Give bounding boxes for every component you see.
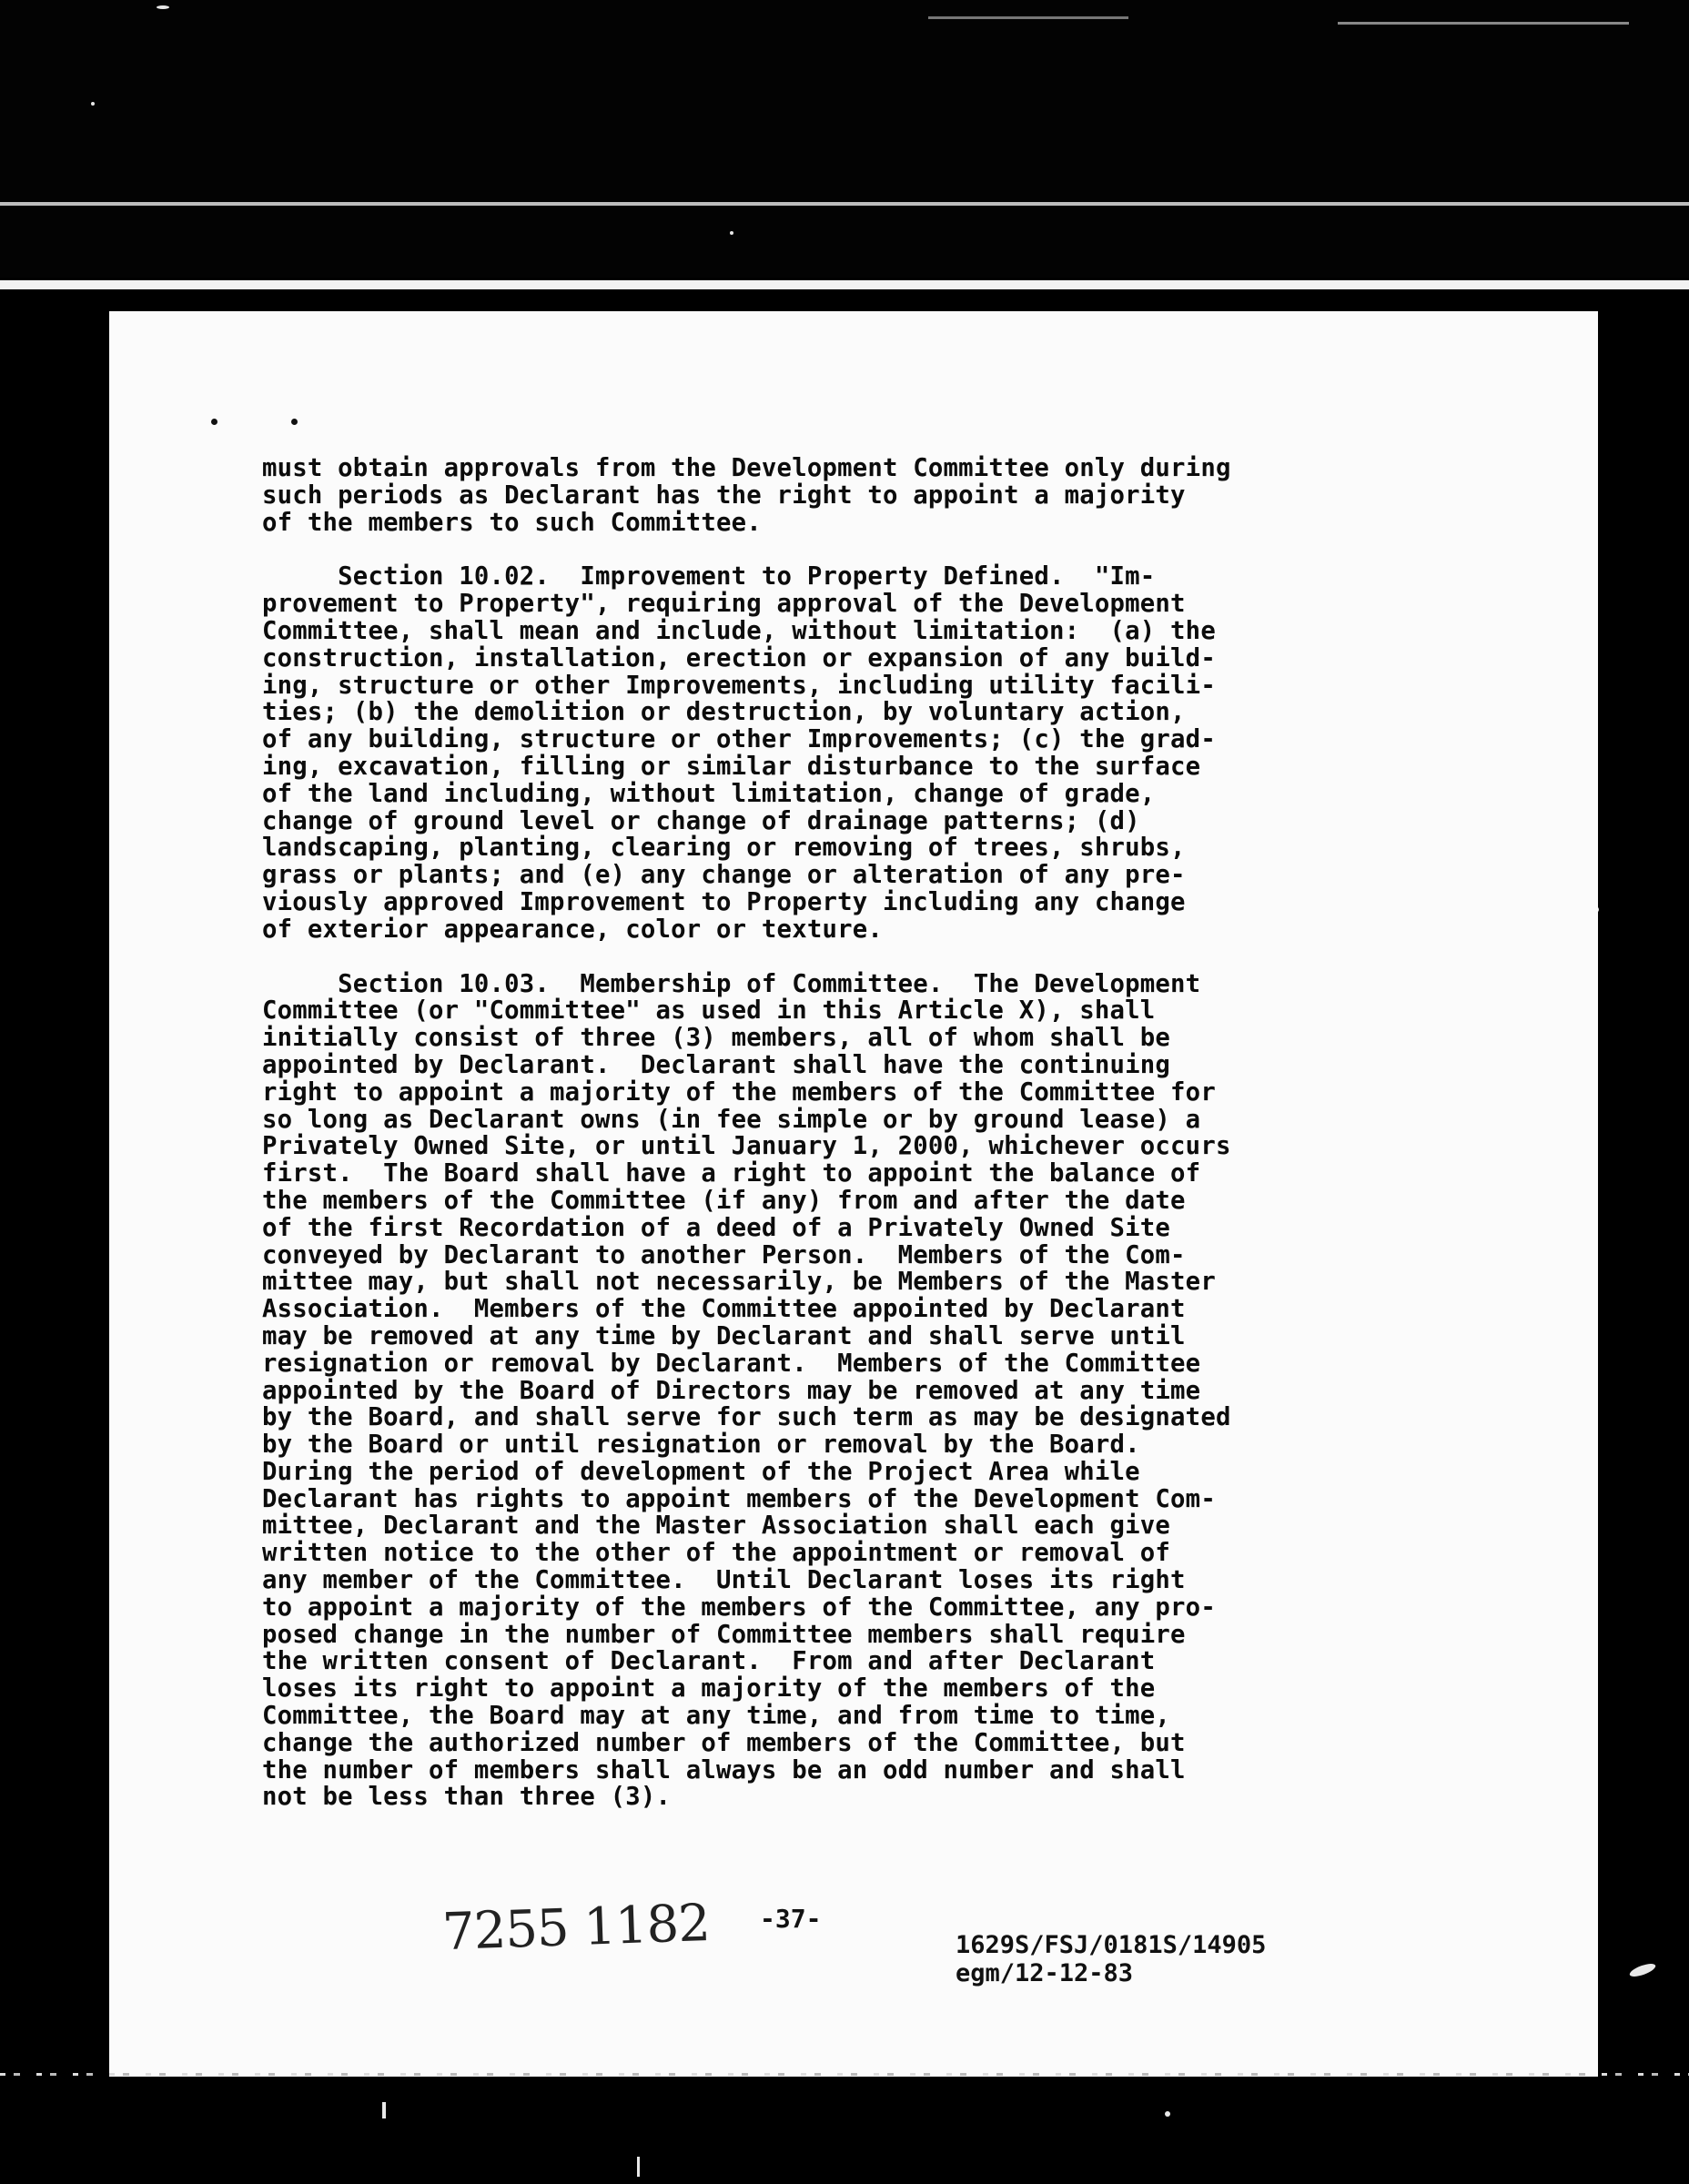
text-line: of the land including, without limitation, change of grade,: [262, 779, 1156, 808]
scan-artifact-line: [0, 280, 1689, 289]
text-line: not be less than three (3).: [262, 1783, 672, 1812]
text-line: appointed by the Board of Directors may be removed at any time: [262, 1376, 1201, 1405]
text-line: ing, structure or other Improvements, including utility facili-: [262, 671, 1216, 700]
text-line: Privately Owned Site, or until January 1, 2000, whichever occurs: [262, 1132, 1231, 1161]
scan-speck: [928, 16, 1128, 19]
text-line: change of ground level or change of drainage patterns; (d): [262, 806, 1140, 835]
text-line: Association. Members of the Committee appointed by Declarant: [262, 1295, 1186, 1324]
page-number: -37-: [760, 1904, 822, 1934]
text-line: written notice to the other of the appointment or removal of: [262, 1539, 1171, 1568]
document-code: [956, 1931, 1266, 1987]
text-line: the members of the Committee (if any) from and after the date: [262, 1186, 1186, 1215]
text-line: must obtain approvals from the Development Committee only during: [262, 454, 1231, 482]
scan-speck: [637, 2157, 640, 2177]
scan-speck: [730, 231, 733, 235]
paragraph-continuation: [262, 455, 1518, 536]
scan-bottom-dark-band: [0, 2080, 1689, 2184]
text-line: During the period of development of the Project Area while: [262, 1457, 1140, 1486]
scan-speck: [91, 102, 95, 106]
text-line: of exterior appearance, color or texture.: [262, 915, 883, 944]
text-line: by the Board or until resignation or removal by the Board.: [262, 1431, 1140, 1460]
handwritten-record-number: 7255 1182: [440, 1893, 711, 1963]
scan-artifact-strip: [0, 2073, 1689, 2076]
margin-dot: [291, 419, 298, 425]
text-line: to appoint a majority of the members of the Committee, any pro-: [262, 1592, 1216, 1622]
scan-speck: [382, 2102, 386, 2118]
text-line: Committee (or "Committee" as used in this Article X), shall: [262, 996, 1156, 1026]
text-line: posed change in the number of Committee members shall require: [262, 1620, 1186, 1649]
document-body: [262, 455, 1518, 1811]
text-line: mittee, Declarant and the Master Association shall each give: [262, 1512, 1171, 1541]
text-line: may be removed at any time by Declarant and shall serve until: [262, 1321, 1186, 1350]
text-line: landscaping, planting, clearing or removing of trees, shrubs,: [262, 834, 1186, 863]
text-line: the number of members shall always be an odd number and shall: [262, 1755, 1186, 1785]
scan-speck: [1338, 22, 1629, 25]
text-line: Section 10.02. Improvement to Property Defined. "Im-: [262, 562, 1156, 592]
text-line: Declarant has rights to appoint members of the Development Com-: [262, 1484, 1216, 1513]
text-line: grass or plants; and (e) any change or alteration of any pre-: [262, 861, 1186, 890]
text-line: Section 10.03. Membership of Committee. The Development: [262, 969, 1201, 998]
text-line: resignation or removal by Declarant. Members of the Committee: [262, 1349, 1201, 1378]
text-line: loses its right to appoint a majority of the members of the: [262, 1674, 1156, 1704]
text-line: of the members to such Committee.: [262, 508, 762, 537]
text-line: construction, installation, erection or expansion of any build-: [262, 643, 1216, 672]
document-page: [109, 311, 1598, 2077]
text-line: Committee, shall mean and include, without limitation: (a) the: [262, 616, 1216, 645]
text-line: any member of the Committee. Until Declarant loses its right: [262, 1566, 1186, 1595]
margin-dot: [211, 419, 217, 425]
text-line: ing, excavation, filling or similar disturbance to the surface: [262, 752, 1201, 781]
text-line: mittee may, but shall not necessarily, be Members of the Master: [262, 1268, 1216, 1297]
scan-speck: [1628, 1961, 1657, 1979]
document-code-line: 1629S/FSJ/0181S/14905: [956, 1931, 1267, 1959]
text-line: of the first Recordation of a deed of a Privately Owned Site: [262, 1213, 1171, 1242]
text-line: first. The Board shall have a right to appoint the balance of: [262, 1159, 1201, 1188]
text-line: appointed by Declarant. Declarant shall have the continuing: [262, 1050, 1171, 1079]
text-line: right to appoint a majority of the members of the Committee for: [262, 1077, 1216, 1107]
text-line: provement to Property", requiring approval of the Development: [262, 590, 1186, 619]
document-code-line: egm/12-12-83: [956, 1959, 1134, 1987]
text-line: of any building, structure or other Improvements; (c) the grad-: [262, 725, 1216, 754]
text-line: initially consist of three (3) members, all of whom shall be: [262, 1024, 1171, 1053]
text-line: change the authorized number of members of the Committee, but: [262, 1728, 1186, 1757]
text-line: Committee, the Board may at any time, and from time to time,: [262, 1702, 1171, 1731]
scan-speck: [1165, 2111, 1170, 2117]
text-line: viously approved Improvement to Property including any change: [262, 887, 1186, 916]
scan-top-dark-band: [0, 0, 1689, 278]
scan-speck: [157, 5, 169, 9]
scan-artifact-line: [0, 202, 1689, 206]
text-line: conveyed by Declarant to another Person. Members of the Com-: [262, 1240, 1186, 1269]
section-10-02: [262, 563, 1518, 943]
text-line: such periods as Declarant has the right to appoint a majority: [262, 480, 1186, 510]
text-line: ties; (b) the demolition or destruction, by voluntary action,: [262, 698, 1186, 727]
section-10-03: [262, 971, 1518, 1812]
text-line: the written consent of Declarant. From and after Declarant: [262, 1647, 1156, 1676]
text-line: by the Board, and shall serve for such term as may be designated: [262, 1403, 1231, 1432]
text-line: so long as Declarant owns (in fee simple or by ground lease) a: [262, 1105, 1201, 1134]
